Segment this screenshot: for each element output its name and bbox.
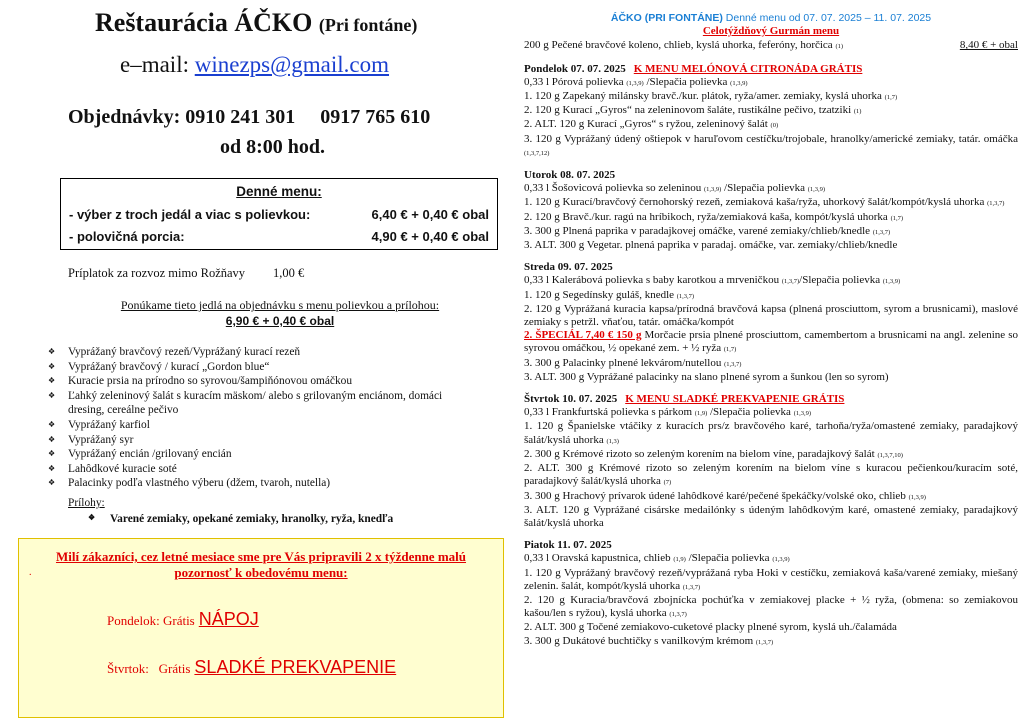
menu-line: 3. 120 g Vyprážaný údený oštiepok v haruľovom cestíčku/trojobale, hranolky/americké zemiaky, tatár. omáčka (1,3,7,12) <box>524 132 1018 157</box>
menu-price-value: 6,40 € + 0,40 € obal <box>371 207 489 222</box>
allergens: (1) <box>835 43 844 51</box>
allergens: (1,3,7,10) <box>877 451 903 459</box>
menu-line: 2. 120 g Vyprážaná kuracia kapsa/prírodná bravčová kapsa (plnená prosciuttom, syrom a brusnicami), maslové zemiaky s petržl. vňaťou, tatár. omáčka/kompót <box>524 302 1018 329</box>
weekly-header <box>524 12 1018 25</box>
promo-heading: Milí zákazníci, cez letné mesiace sme pre Vás pripravili 2 x týždenne malú pozornosť k obedovému menu: <box>55 549 467 580</box>
sides-line <box>88 513 393 525</box>
list-item: ❖ Lahôdkové kuracie soté <box>48 462 177 475</box>
allergens: (1,3,7) <box>669 611 687 619</box>
day-section <box>524 169 1018 252</box>
menu-price-row <box>69 229 489 244</box>
header-dates: Denné menu od 07. 07. 2025 – 11. 07. 2025 <box>725 12 932 24</box>
allergens: (1,3,7) <box>724 360 742 368</box>
allergens: (1,3,9) <box>772 556 790 564</box>
allergens: (1,3,9) <box>807 186 826 194</box>
day-section <box>524 63 1018 160</box>
offer-text: Ponúkame tieto jedlá na objednávku s menu polievkou a prílohou: <box>120 298 440 312</box>
allergens: (1,7) <box>884 94 898 102</box>
menu-line: 0,33 l Šošovicová polievka so zeleninou (1,3,9) /Slepačia polievka (1,3,9) <box>524 182 826 195</box>
menu-line: 1. 120 g Španielske vtáčiky z kuracích prs/z bravčového karé, tarhoňa/ryža/omastené zemiaky, paradajkový šalát/kyslá uhorka (1,3) <box>524 420 1018 446</box>
allergens: (7) <box>663 479 672 487</box>
bullet-icon: ❖ <box>48 376 56 386</box>
day-promo-note: K MENU MELÓNOVÁ CITRONÁDA GRÁTIS <box>633 62 863 75</box>
day-title: Pondelok 07. 07. 2025 K MENU MELÓNOVÁ CITRONÁDA GRÁTIS <box>524 62 863 75</box>
email-line <box>120 52 389 78</box>
list-item: ❖ Ľahký zeleninový šalát s kuracím mäskom/ alebo s grilovaným enciánom, domáci dresing, cereálne pečivo <box>48 389 443 417</box>
special-label: 2. ŠPECIÁL 7,40 € 150 g <box>524 329 642 342</box>
email-label: e–mail: <box>120 52 189 77</box>
promo-box <box>18 538 504 718</box>
offer-price: 6,90 € + 0,40 € obal <box>225 314 335 328</box>
sides-text: Varené zemiaky, opekané zemiaky, hranolky, ryža, knedľa <box>110 513 394 525</box>
menu-line: 1. 120 g Kurací/bravčový černohorský rezeň, zemiaková kaša/ryža, uhorkový šalát/kompót/kyslá uhorka (1,3,7) <box>524 196 1005 209</box>
allergens: (1,3,9) <box>882 278 901 286</box>
menu-line: 2. ALT. 120 g Kurací „Gyros“ s ryžou, zeleninový šalát (0) <box>524 118 779 131</box>
menu-line: 2. ŠPECIÁL 7,40 € 150 g Morčacie prsia plnené prosciuttom, camembertom a brusnicami na angl. zelenine so syrovou omáčkou, ½ opekané zem. + ½ ryža (1,7) <box>524 329 1018 355</box>
menu-line: 3. ALT. 300 g Vyprážané palacinky na slano plnené syrom a šunkou (len so syrom) <box>524 370 889 383</box>
menu-line: 2. 120 g Kuracia/bravčová zbojnícka pochúťka v zemiakovej placke + ½ ryža, (obmena: so zemiakovou kašou/len s ryžou), kyslá uhorka (1,3,7) <box>524 593 1018 620</box>
restaurant-name: Reštaurácia ÁČKO <box>95 8 313 37</box>
email-link[interactable]: winezps@gmail.com <box>194 52 390 77</box>
menu-line: 3. ALT. 300 g Vegetar. plnená paprika v paradaj. omáčke, var. zemiaky/chlieb/knedle <box>524 239 898 252</box>
menu-line: 3. 300 g Hrachový prívarok údené lahôdkové karé/pečené špekáčky/volské oko, chlieb (1,3,9) <box>524 489 926 502</box>
surcharge-label: Príplatok za rozvoz mimo Rožňavy <box>68 266 246 280</box>
allergens: (1,7) <box>890 214 904 222</box>
allergens: (1,3,9) <box>703 186 722 194</box>
weekly-gourmet-heading: Celotýždňový Gurmán menu <box>702 25 840 38</box>
allergens: (1) <box>853 108 862 116</box>
day-section <box>524 539 1018 649</box>
order-offer <box>60 297 500 329</box>
menu-line: 2. 300 g Krémové rizoto so zeleným korením na bielom víne, paradajkový šalát (1,3,7,10) <box>524 447 903 460</box>
day-title: Piatok 11. 07. 2025 <box>524 539 612 552</box>
allergens: (0) <box>770 122 779 130</box>
order-items-list <box>48 345 468 491</box>
restaurant-title <box>95 8 417 38</box>
surcharge-value: 1,00 € <box>273 266 305 280</box>
day-promo-note: K MENU SLADKÉ PREKVAPENIE GRÁTIS <box>625 393 845 406</box>
allergens: (1,3,7,12) <box>524 149 550 157</box>
menu-line: 1. 120 g Segedínsky guláš, knedle (1,3,7) <box>524 288 695 301</box>
menu-line: 3. ALT. 120 g Vyprážané cisárske medailónky s údeným lahôdkovým karé, omastené zemiaky, paradajkový šalát/kyslá uhorka <box>524 503 1018 529</box>
menu-line: 3. 300 g Dukátové buchtičky s vanilkovým krémom (1,3,7) <box>524 634 774 647</box>
allergens: (1,3,7) <box>781 278 800 286</box>
allergens: (1,3) <box>606 437 619 445</box>
allergens: (1,9) <box>673 556 686 564</box>
allergens: (1,9) <box>694 410 708 418</box>
day-title: Utorok 08. 07. 2025 <box>524 169 616 182</box>
list-item: ❖ Vyprážaný bravčový / kurací „Gordon blue“ <box>48 360 270 373</box>
promo-dot: . <box>29 567 32 578</box>
menu-line: 1. 120 g Vyprážaný bravčový rezeň/vyprážaná ryba Hoki v cestíčku, zemiaková kaša/varené zemiaky, miešaný zelenin. šalát, kompót/kyslá uhorka (1,3,7) <box>524 566 1018 592</box>
bullet-icon: ❖ <box>48 434 56 444</box>
menu-price-label: - výber z troch jedál a viac s polievkou: <box>69 207 311 222</box>
menu-line: 0,33 l Oravská kapustnica, chlieb (1,9) /Slepačia polievka (1,3,9) <box>524 552 790 565</box>
allergens: (1,3,9) <box>626 79 644 87</box>
allergens: (1,3,7) <box>987 200 1005 208</box>
menu-line: 3. 300 g Plnená paprika v paradajkovej omáčke, varené zemiaky/chlieb/knedle (1,3,7) <box>524 224 891 237</box>
menu-line: 2. 120 g Kurací „Gyros“ na zeleninovom šaláte, rustikálne pečivo, tzatziki (1) <box>524 104 862 117</box>
day-section <box>524 261 1018 384</box>
promo-monday: Pondelok: Grátis NÁPOJ <box>107 609 259 629</box>
menu-price-row <box>69 207 489 222</box>
menu-line: 2. ALT. 300 g Krémové rizoto so zeleným korením na bielom víne s kuracou pečienkou/kuracím soté, paradajkový šalát/kyslá uhorka (7) <box>524 462 1018 488</box>
restaurant-subtitle: (Pri fontáne) <box>318 15 418 35</box>
bullet-icon: ❖ <box>48 361 56 371</box>
allergens: (1,3,7) <box>682 583 701 591</box>
allergens: (1,3,7) <box>872 228 891 236</box>
gourmet-item-text: 200 g Pečené bravčové koleno, chlieb, kyslá uhorka, feferóny, horčica <box>524 39 833 52</box>
list-item: ❖ Kuracie prsia na prírodno so syrovou/šampiňónovou omáčkou <box>48 375 353 388</box>
header-name: ÁČKO (PRI FONTÁNE) <box>610 12 723 24</box>
daily-menu-box <box>60 178 498 250</box>
allergens: (1,7) <box>723 346 737 354</box>
menu-line: 0,33 l Kalerábová polievka s baby karotkou a mrveničkou (1,3,7)/Slepačia polievka (1,3,9) <box>524 274 901 287</box>
order-hours: od 8:00 hod. <box>220 136 326 158</box>
sides-heading: Prílohy: <box>68 497 105 509</box>
left-column <box>0 0 510 724</box>
menu-line: 1. 120 g Zapekaný milánsky bravč./kur. plátok, ryža/amer. zemiaky, kyslá uhorka (1,7) <box>524 90 898 103</box>
allergens: (1,3,7) <box>676 292 695 300</box>
bullet-icon: ❖ <box>88 513 96 522</box>
menu-line: 0,33 l Frankfurtská polievka s párkom (1,9) /Slepačia polievka (1,3,9) <box>524 406 812 419</box>
right-column <box>524 0 1018 724</box>
allergens: (1,3,7) <box>755 638 774 646</box>
list-item: ❖ Vyprážaný syr <box>48 433 134 446</box>
menu-line: 2. ALT. 300 g Točené zemiakovo-cuketové placky plnené syrom, kyslá uh./čalamáda <box>524 621 897 634</box>
menu-line: 3. 300 g Palacinky plnené lekvárom/nutellou (1,3,7) <box>524 356 742 369</box>
delivery-surcharge <box>68 266 304 281</box>
list-item: ❖ Vyprážaný karfiol <box>48 418 150 431</box>
allergens: (1,3,9) <box>793 410 812 418</box>
menu-line: 2. 120 g Bravč./kur. ragú na hríbikoch, ryža/zemiaková kaša, kompót/kyslá uhorka (1,7) <box>524 210 904 223</box>
gourmet-item-price: 8,40 € + obal <box>959 39 1018 52</box>
promo-monday-value: NÁPOJ <box>198 609 259 629</box>
menu-price-value: 4,90 € + 0,40 € obal <box>371 229 489 244</box>
bullet-icon: ❖ <box>48 419 56 429</box>
allergens: (1,3,9) <box>908 493 926 501</box>
promo-thursday-value: SLADKÉ PREKVAPENIE <box>194 657 397 677</box>
bullet-icon: ❖ <box>48 449 56 459</box>
orders-phone-line: Objednávky: 0910 241 301 0917 765 610 <box>68 106 431 128</box>
bullet-icon: ❖ <box>48 347 56 356</box>
list-item: ❖ Vyprážaný bravčový rezeň/Vyprážaný kurací rezeň <box>48 346 301 358</box>
day-title: Štvrtok 10. 07. 2025 K MENU SLADKÉ PREKVAPENIE GRÁTIS <box>524 393 845 406</box>
list-item: ❖ Palacinky podľa vlastného výberu (džem, tvaroh, nutella) <box>48 477 331 490</box>
allergens: (1,3,9) <box>730 79 748 87</box>
day-title: Streda 09. 07. 2025 <box>524 261 613 274</box>
daily-menu-heading: Denné menu: <box>236 184 322 199</box>
bullet-icon: ❖ <box>48 463 56 473</box>
list-item: ❖ Vyprážaný encián /grilovaný encián <box>48 448 232 461</box>
weekly-gourmet-item <box>524 39 1018 53</box>
days-list <box>524 63 1018 649</box>
promo-thursday: Štvrtok: Grátis SLADKÉ PREKVAPENIE <box>107 657 397 677</box>
bullet-icon: ❖ <box>48 390 56 400</box>
bullet-icon: ❖ <box>48 478 56 488</box>
day-section <box>524 393 1018 530</box>
menu-price-label: - polovičná porcia: <box>69 229 185 244</box>
menu-line: 0,33 l Pórová polievka (1,3,9) /Slepačia polievka (1,3,9) <box>524 75 748 88</box>
